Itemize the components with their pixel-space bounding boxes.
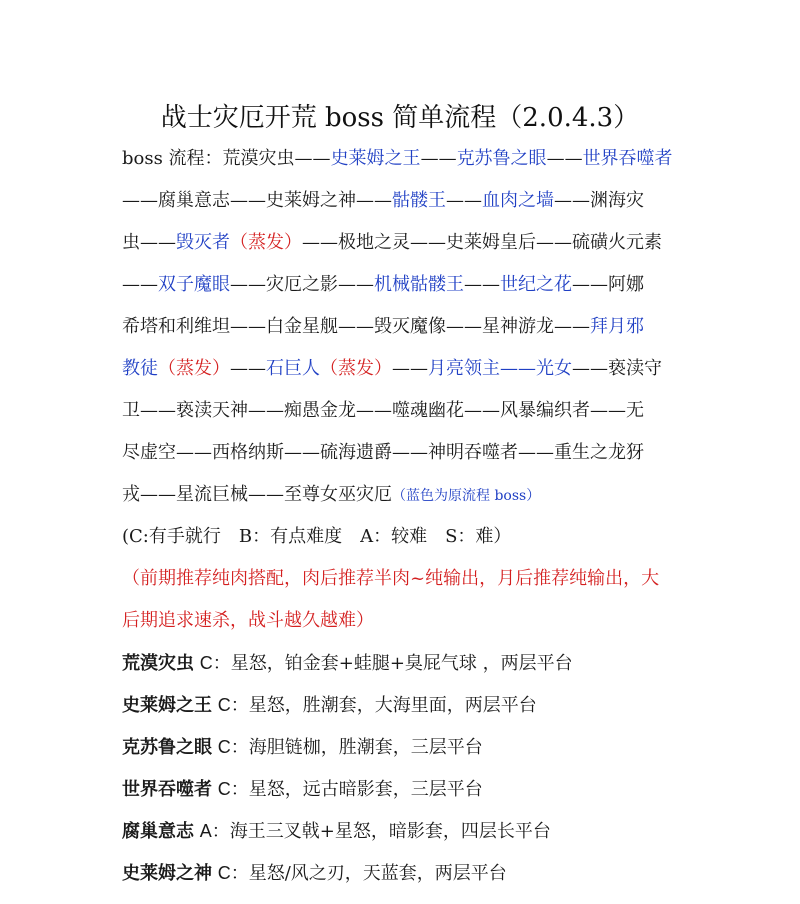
flow-line xyxy=(122,313,688,341)
flow-text: —— xyxy=(546,148,583,169)
flow-text: —— xyxy=(446,190,482,211)
boss-entry-grade: C xyxy=(217,737,231,757)
flow-text: —— xyxy=(392,358,428,379)
boss-entry xyxy=(122,649,688,678)
boss-entry-detail: ：海王三叉戟+星怒，暗影套，四层长平台 xyxy=(211,821,551,842)
advice-line-2: 后期追求速杀，战斗越久越难） xyxy=(122,610,374,631)
boss-entry xyxy=(122,775,688,804)
boss-entry-name: 腐巢意志 xyxy=(122,821,194,842)
evaporate-note: （蒸发） xyxy=(158,358,230,379)
boss-entry-detail: ：星怒/风之刃，天蓝套，两层平台 xyxy=(230,863,507,884)
boss-entry-detail: ：星怒，远古暗影套，三层平台 xyxy=(230,779,483,800)
boss-entry xyxy=(122,859,688,888)
evaporate-note: （蒸发） xyxy=(320,358,392,379)
flow-line xyxy=(122,187,688,215)
flow-text: —— xyxy=(464,274,500,295)
boss-name-original: 月亮领主——光女 xyxy=(428,358,572,379)
flow-text: boss 流程：荒漠灾虫—— xyxy=(122,148,331,169)
boss-name-original: 血肉之墙 xyxy=(482,190,554,211)
advice-line-1: （前期推荐纯肉搭配，肉后推荐半肉~纯输出，月后推荐纯输出，大 xyxy=(122,568,660,589)
boss-name-original: 拜月邪 xyxy=(590,316,644,337)
flow-text: 卫——亵渎天神——痴愚金龙——噬魂幽花——风暴编织者——无 xyxy=(122,400,644,421)
boss-entry-name: 史莱姆之王 xyxy=(122,695,212,716)
boss-name-original: 双子魔眼 xyxy=(158,274,230,295)
flow-text: ——灾厄之影—— xyxy=(230,274,374,295)
boss-entry-grade: C xyxy=(217,779,231,799)
boss-entry-detail: ：星怒，铂金套+蛙腿+臭屁气球 ，两层平台 xyxy=(212,653,573,674)
flow-line xyxy=(122,229,688,257)
boss-entry-grade: C xyxy=(199,653,213,673)
boss-name-original: 骷髅王 xyxy=(392,190,446,211)
flow-line xyxy=(122,397,688,425)
boss-entry-grade: C xyxy=(217,863,231,883)
boss-name-original: 毁灭者 xyxy=(176,232,230,253)
flow-text: —— xyxy=(122,274,158,295)
flow-text: ——渊海灾 xyxy=(554,190,644,211)
flow-text: ——腐巢意志——史莱姆之神—— xyxy=(122,190,392,211)
boss-name-original: 机械骷髅王 xyxy=(374,274,464,295)
boss-entry-name: 世界吞噬者 xyxy=(122,779,212,800)
flow-text: —— xyxy=(420,148,457,169)
boss-entry-name: 史莱姆之神 xyxy=(122,863,212,884)
boss-entry-name: 克苏鲁之眼 xyxy=(122,737,212,758)
flow-text: 希塔和利维坦——白金星舰——毁灭魔像——星神游龙—— xyxy=(122,316,590,337)
flow-text: 戎——星流巨械——至尊女巫灾厄 xyxy=(122,484,392,505)
flow-line xyxy=(122,355,688,383)
flow-text: ——亵渎守 xyxy=(572,358,662,379)
boss-entry xyxy=(122,691,688,720)
flow-text: ——阿娜 xyxy=(572,274,644,295)
blue-legend-note: （蓝色为原流程 boss） xyxy=(392,488,541,504)
boss-entry-detail: ：星怒，胜潮套，大海里面，两层平台 xyxy=(230,695,537,716)
boss-entry-name: 荒漠灾虫 xyxy=(122,653,194,674)
boss-name-original: 世界吞噬者 xyxy=(582,148,673,169)
flow-line xyxy=(122,439,688,467)
boss-name-original: 石巨人 xyxy=(266,358,320,379)
boss-name-original: 世纪之花 xyxy=(500,274,572,295)
boss-name-original: 教徒 xyxy=(122,358,158,379)
flow-text: —— xyxy=(230,358,266,379)
boss-entry-grade: A xyxy=(199,821,212,841)
flow-line xyxy=(122,481,688,510)
boss-entry xyxy=(122,817,688,846)
flow-line xyxy=(122,271,688,299)
flow-line xyxy=(122,145,688,173)
flow-text: 虫—— xyxy=(122,232,176,253)
difficulty-legend: (C:有手就行 B：有点难度 A：较难 S：难） xyxy=(122,526,512,547)
flow-text: ——极地之灵——史莱姆皇后——硫磺火元素 xyxy=(302,232,662,253)
flow-text: 尽虚空——西格纳斯——硫海遗爵——神明吞噬者——重生之龙犽 xyxy=(122,442,644,463)
boss-entry-grade: C xyxy=(217,695,231,715)
boss-name-original: 克苏鲁之眼 xyxy=(456,148,547,169)
evaporate-note: （蒸发） xyxy=(230,232,302,253)
boss-entry xyxy=(122,733,688,762)
page-title: 战士灾厄开荒 boss 简单流程（2.0.4.3） xyxy=(160,103,640,133)
boss-entry-detail: ：海胆链枷，胜潮套，三层平台 xyxy=(230,737,483,758)
boss-name-original: 史莱姆之王 xyxy=(330,148,421,169)
